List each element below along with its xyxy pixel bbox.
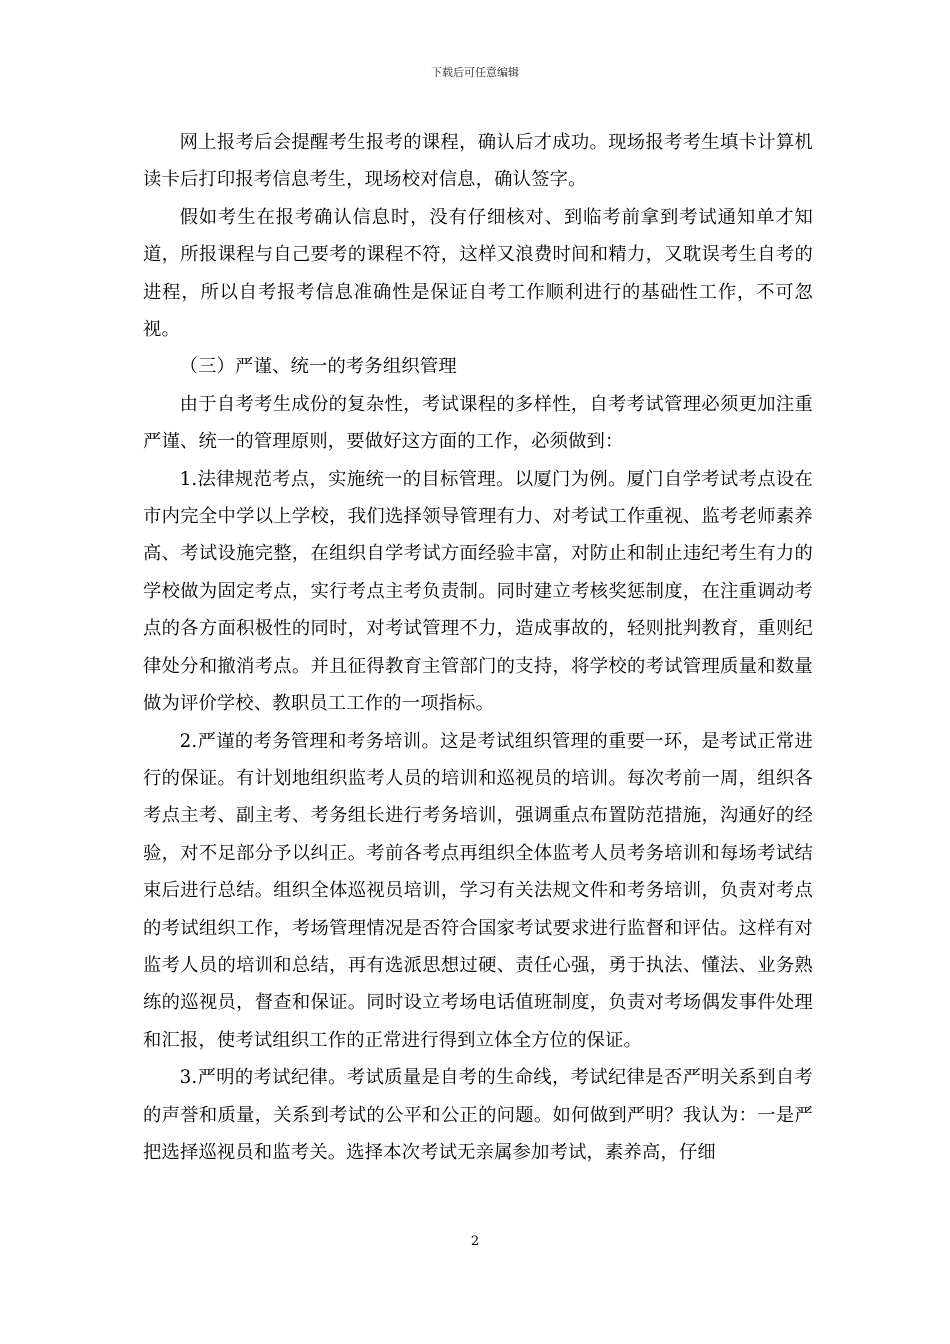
paragraph: 由于自考考生成份的复杂性，考试课程的多样性，自考考试管理必须更加注重严谨、统一的管理原则，要做好这方面的工作，必须做到： [143,393,813,453]
page-number: 2 [470,1234,480,1249]
document-body [143,124,813,1171]
paragraph: 假如考生在报考确认信息时，没有仔细核对、到临考前拿到考试通知单才知道，所报课程与自己要考的课程不符，这样又浪费时间和精力，又耽误考生自考的进程，所以自考报考信息准确性是保证自考工作顺利进行的基础性工作，不可忽视。 [143,206,813,341]
page-header: 下载后可任意编辑 [431,66,519,79]
paragraph: 网上报考后会提醒考生报考的课程，确认后才成功。现场报考考生填卡计算机读卡后打印报考信息考生，现场校对信息，确认签字。 [143,132,813,191]
paragraph: 1.法律规范考点，实施统一的目标管理。以厦门为例。厦门自学考试考点设在市内完全中学以上学校，我们选择领导管理有力、对考试工作重视、监考老师素养高、考试设施完整，在组织自学考试方面经验丰富，对防止和制止违纪考生有力的学校做为固定考点，实行考点主考负责制。同时建立考核奖惩制度，在注重调动考点的各方面积极性的同时，对考试管理不力，造成事故的，轻则批判教育，重则纪律处分和撤消考点。并且征得教育主管部门的支持，将学校的考试管理质量和数量做为评价学校、教职员工工作的一项指标。 [143,468,813,715]
paragraph: 3.严明的考试纪律。考试质量是自考的生命线，考试纪律是否严明关系到自考的声誉和质量，关系到考试的公平和公正的问题。如何做到严明？我认为：一是严把选择巡视员和监考关。选择本次考试无亲属参加考试，素养高，仔细 [143,1067,813,1163]
paragraph: 2.严谨的考务管理和考务培训。这是考试组织管理的重要一环，是考试正常进行的保证。有计划地组织监考人员的培训和巡视员的培训。每次考前一周，组织各考点主考、副主考、考务组长进行考务培训，强调重点布置防范措施，沟通好的经验，对不足部分予以纠正。考前各考点再组织全体监考人员考务培训和每场考试结束后进行总结。组织全体巡视员培训，学习有关法规文件和考务培训，负责对考点的考试组织工作，考场管理情况是否符合国家考试要求进行监督和评估。这样有对监考人员的培训和总结，再有选派思想过硬、责任心强，勇于执法、懂法、业务熟练的巡视员，督查和保证。同时设立考场电话值班制度，负责对考场偶发事件处理和汇报，使考试组织工作的正常进行得到立体全方位的保证。 [143,730,813,1051]
section-heading: （三）严谨、统一的考务组织管理 [179,356,457,378]
